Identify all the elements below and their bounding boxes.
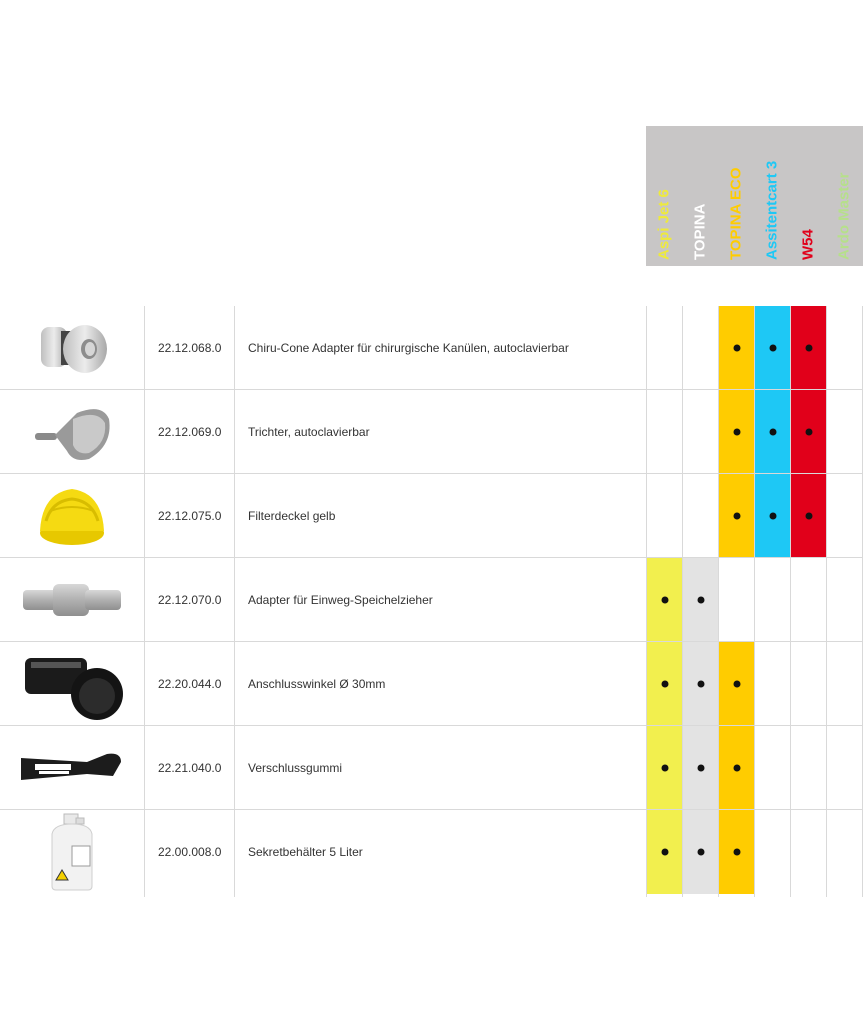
compat-dot-icon (733, 429, 740, 436)
compat-cell-topina_eco (719, 474, 754, 558)
article-description: Chiru-Cone Adapter für chirurgische Kanülen, autoclavierbar (248, 341, 569, 355)
column-header-w54: W54 (799, 229, 817, 260)
table-row (0, 474, 863, 558)
gray-cone-adapter-icon (0, 306, 144, 390)
compat-dot-icon (661, 849, 668, 856)
black-rubber-seal-icon (0, 726, 144, 810)
article-description: Verschlussgummi (248, 761, 343, 775)
column-header-assitentcart: Assitentcart 3 (763, 160, 781, 260)
table-row (0, 390, 863, 474)
article-number: 22.21.040.0 (158, 761, 222, 775)
white-canister-icon (0, 810, 144, 894)
article-number: 22.20.044.0 (158, 677, 222, 691)
table-row (0, 642, 863, 726)
article-number: 22.12.070.0 (158, 593, 222, 607)
compat-cell-w54 (791, 306, 826, 390)
compat-dot-icon (769, 345, 776, 352)
compat-cell-aspi (647, 726, 682, 810)
article-description: Trichter, autoclavierbar (248, 425, 370, 439)
column-header-topina: TOPINA (691, 203, 709, 260)
compat-dot-icon (733, 849, 740, 856)
compat-dot-icon (697, 681, 704, 688)
compat-cell-topina (683, 726, 718, 810)
compat-cell-topina_eco (719, 810, 754, 894)
table-row (0, 810, 863, 894)
compat-cell-topina (683, 810, 718, 894)
compat-dot-icon (769, 429, 776, 436)
table-row (0, 558, 863, 642)
article-number: 22.12.069.0 (158, 425, 222, 439)
column-header-topina_eco: TOPINA ECO (727, 167, 745, 260)
compat-dot-icon (769, 513, 776, 520)
compat-cell-topina (683, 642, 718, 726)
compat-cell-topina_eco (719, 390, 754, 474)
compat-dot-icon (805, 345, 812, 352)
compat-cell-topina (683, 558, 718, 642)
column-header-ardo: Ardo Master (835, 172, 853, 260)
compat-dot-icon (733, 765, 740, 772)
gray-tube-adapter-icon (0, 558, 144, 642)
compat-dot-icon (697, 849, 704, 856)
compat-cell-assitentcart (755, 390, 790, 474)
compat-dot-icon (661, 765, 668, 772)
gray-funnel-icon (0, 390, 144, 474)
black-elbow-connector-icon (0, 642, 144, 726)
compat-cell-w54 (791, 474, 826, 558)
article-number: 22.12.075.0 (158, 509, 222, 523)
compat-cell-topina_eco (719, 306, 754, 390)
compat-cell-assitentcart (755, 306, 790, 390)
yellow-filter-cap-icon (0, 474, 144, 558)
article-description: Sekretbehälter 5 Liter (248, 845, 363, 859)
article-description: Filterdeckel gelb (248, 509, 336, 523)
article-number: 22.12.068.0 (158, 341, 222, 355)
compat-dot-icon (697, 765, 704, 772)
compat-cell-topina_eco (719, 726, 754, 810)
compat-cell-assitentcart (755, 474, 790, 558)
compat-cell-w54 (791, 390, 826, 474)
compat-dot-icon (805, 429, 812, 436)
compat-dot-icon (661, 597, 668, 604)
compat-cell-aspi (647, 810, 682, 894)
compat-dot-icon (661, 681, 668, 688)
compat-dot-icon (697, 597, 704, 604)
article-description: Adapter für Einweg-Speichelzieher (248, 593, 433, 607)
table-row (0, 726, 863, 810)
article-number: 22.00.008.0 (158, 845, 222, 859)
table-row (0, 306, 863, 390)
compat-cell-topina_eco (719, 642, 754, 726)
compat-cell-aspi (647, 558, 682, 642)
column-header-aspi: Aspi Jet 6 (655, 189, 673, 260)
article-description: Anschlusswinkel Ø 30mm (248, 677, 386, 691)
compat-dot-icon (733, 345, 740, 352)
compat-dot-icon (733, 513, 740, 520)
compat-dot-icon (733, 681, 740, 688)
compat-cell-aspi (647, 642, 682, 726)
compat-dot-icon (805, 513, 812, 520)
